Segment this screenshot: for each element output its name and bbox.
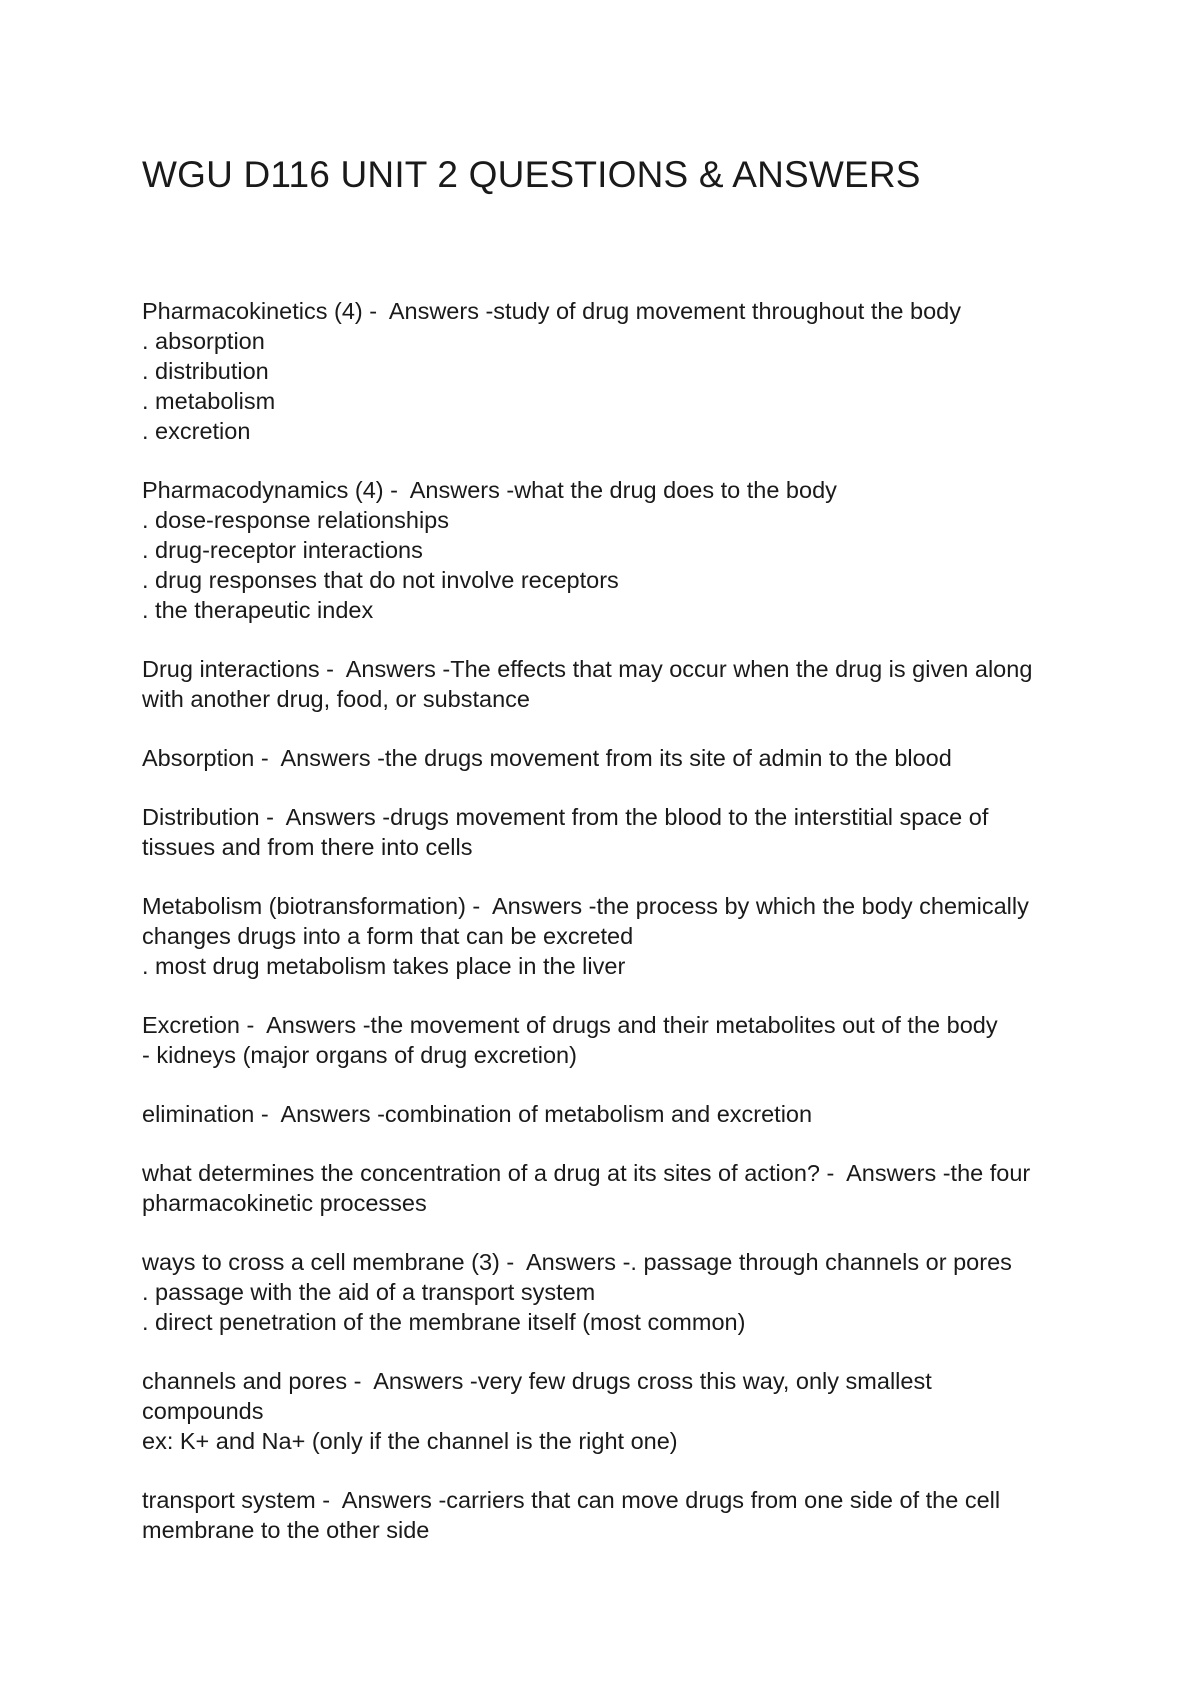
qa-entry-text bbox=[142, 475, 1072, 625]
qa-answer-line: tissues and from there into cells bbox=[142, 834, 473, 860]
qa-answer-line: - kidneys (major organs of drug excretion) bbox=[142, 1042, 577, 1068]
qa-answer-line: . excretion bbox=[142, 418, 251, 444]
qa-answer-line: . the therapeutic index bbox=[142, 597, 374, 623]
qa-answer-line: with another drug, food, or substance bbox=[142, 686, 530, 712]
qa-answer-line: . distribution bbox=[142, 358, 269, 384]
qa-entry bbox=[142, 475, 1072, 625]
qa-entry-text bbox=[142, 296, 1072, 446]
qa-answer-line: . passage with the aid of a transport system bbox=[142, 1279, 596, 1305]
qa-entry bbox=[142, 802, 1072, 862]
qa-entry bbox=[142, 296, 1072, 446]
qa-question-line: transport system - Answers -carriers that can move drugs from one side of the cell bbox=[142, 1487, 1001, 1513]
qa-question-line: Metabolism (biotransformation) - Answers -the process by which the body chemically bbox=[142, 893, 1029, 919]
qa-entry bbox=[142, 1099, 1072, 1129]
qa-question-line: elimination - Answers -combination of metabolism and excretion bbox=[142, 1101, 813, 1127]
qa-question-line: channels and pores - Answers -very few drugs cross this way, only smallest bbox=[142, 1368, 932, 1394]
qa-answer-line: . dose-response relationships bbox=[142, 507, 449, 533]
qa-entry bbox=[142, 1485, 1072, 1545]
qa-answer-line: membrane to the other side bbox=[142, 1517, 430, 1543]
qa-answer-line: . drug-receptor interactions bbox=[142, 537, 423, 563]
qa-question-line: Drug interactions - Answers -The effects that may occur when the drug is given along bbox=[142, 656, 1033, 682]
qa-entry bbox=[142, 1366, 1072, 1456]
qa-answer-line: ex: K+ and Na+ (only if the channel is the right one) bbox=[142, 1428, 678, 1454]
document-title: WGU D116 UNIT 2 QUESTIONS & ANSWERS bbox=[142, 154, 921, 195]
qa-entry-text bbox=[142, 1247, 1072, 1337]
qa-entry bbox=[142, 654, 1072, 714]
qa-answer-line: . absorption bbox=[142, 328, 265, 354]
qa-answer-line: changes drugs into a form that can be excreted bbox=[142, 923, 634, 949]
qa-entry-text bbox=[142, 654, 1072, 714]
qa-list bbox=[142, 296, 1072, 1545]
qa-question-line: Distribution - Answers -drugs movement from the blood to the interstitial space of bbox=[142, 804, 989, 830]
qa-entry-text bbox=[142, 1366, 1072, 1456]
qa-question-line: Absorption - Answers -the drugs movement from its site of admin to the blood bbox=[142, 745, 952, 771]
qa-question-line: Excretion - Answers -the movement of drugs and their metabolites out of the body bbox=[142, 1012, 998, 1038]
qa-question-line: Pharmacokinetics (4) - Answers -study of drug movement throughout the body bbox=[142, 298, 961, 324]
qa-entry-text bbox=[142, 743, 1072, 773]
qa-entry-text bbox=[142, 1485, 1072, 1545]
qa-entry bbox=[142, 1158, 1072, 1218]
qa-question-line: Pharmacodynamics (4) - Answers -what the drug does to the body bbox=[142, 477, 837, 503]
qa-entry-text bbox=[142, 1158, 1072, 1218]
qa-answer-line: compounds bbox=[142, 1398, 264, 1424]
qa-entry bbox=[142, 743, 1072, 773]
qa-entry-text bbox=[142, 1010, 1072, 1070]
qa-entry bbox=[142, 1247, 1072, 1337]
qa-question-line: ways to cross a cell membrane (3) - Answers -. passage through channels or pores bbox=[142, 1249, 1012, 1275]
qa-answer-line: . drug responses that do not involve receptors bbox=[142, 567, 619, 593]
qa-answer-line: . metabolism bbox=[142, 388, 276, 414]
qa-entry bbox=[142, 1010, 1072, 1070]
qa-entry-text bbox=[142, 891, 1072, 981]
document-body bbox=[142, 152, 1072, 1574]
qa-answer-line: pharmacokinetic processes bbox=[142, 1190, 427, 1216]
qa-entry bbox=[142, 891, 1072, 981]
qa-entry-text bbox=[142, 1099, 1072, 1129]
qa-entry-text bbox=[142, 802, 1072, 862]
qa-question-line: what determines the concentration of a drug at its sites of action? - Answers -the four bbox=[142, 1160, 1031, 1186]
qa-answer-line: . direct penetration of the membrane itself (most common) bbox=[142, 1309, 746, 1335]
qa-answer-line: . most drug metabolism takes place in the liver bbox=[142, 953, 626, 979]
